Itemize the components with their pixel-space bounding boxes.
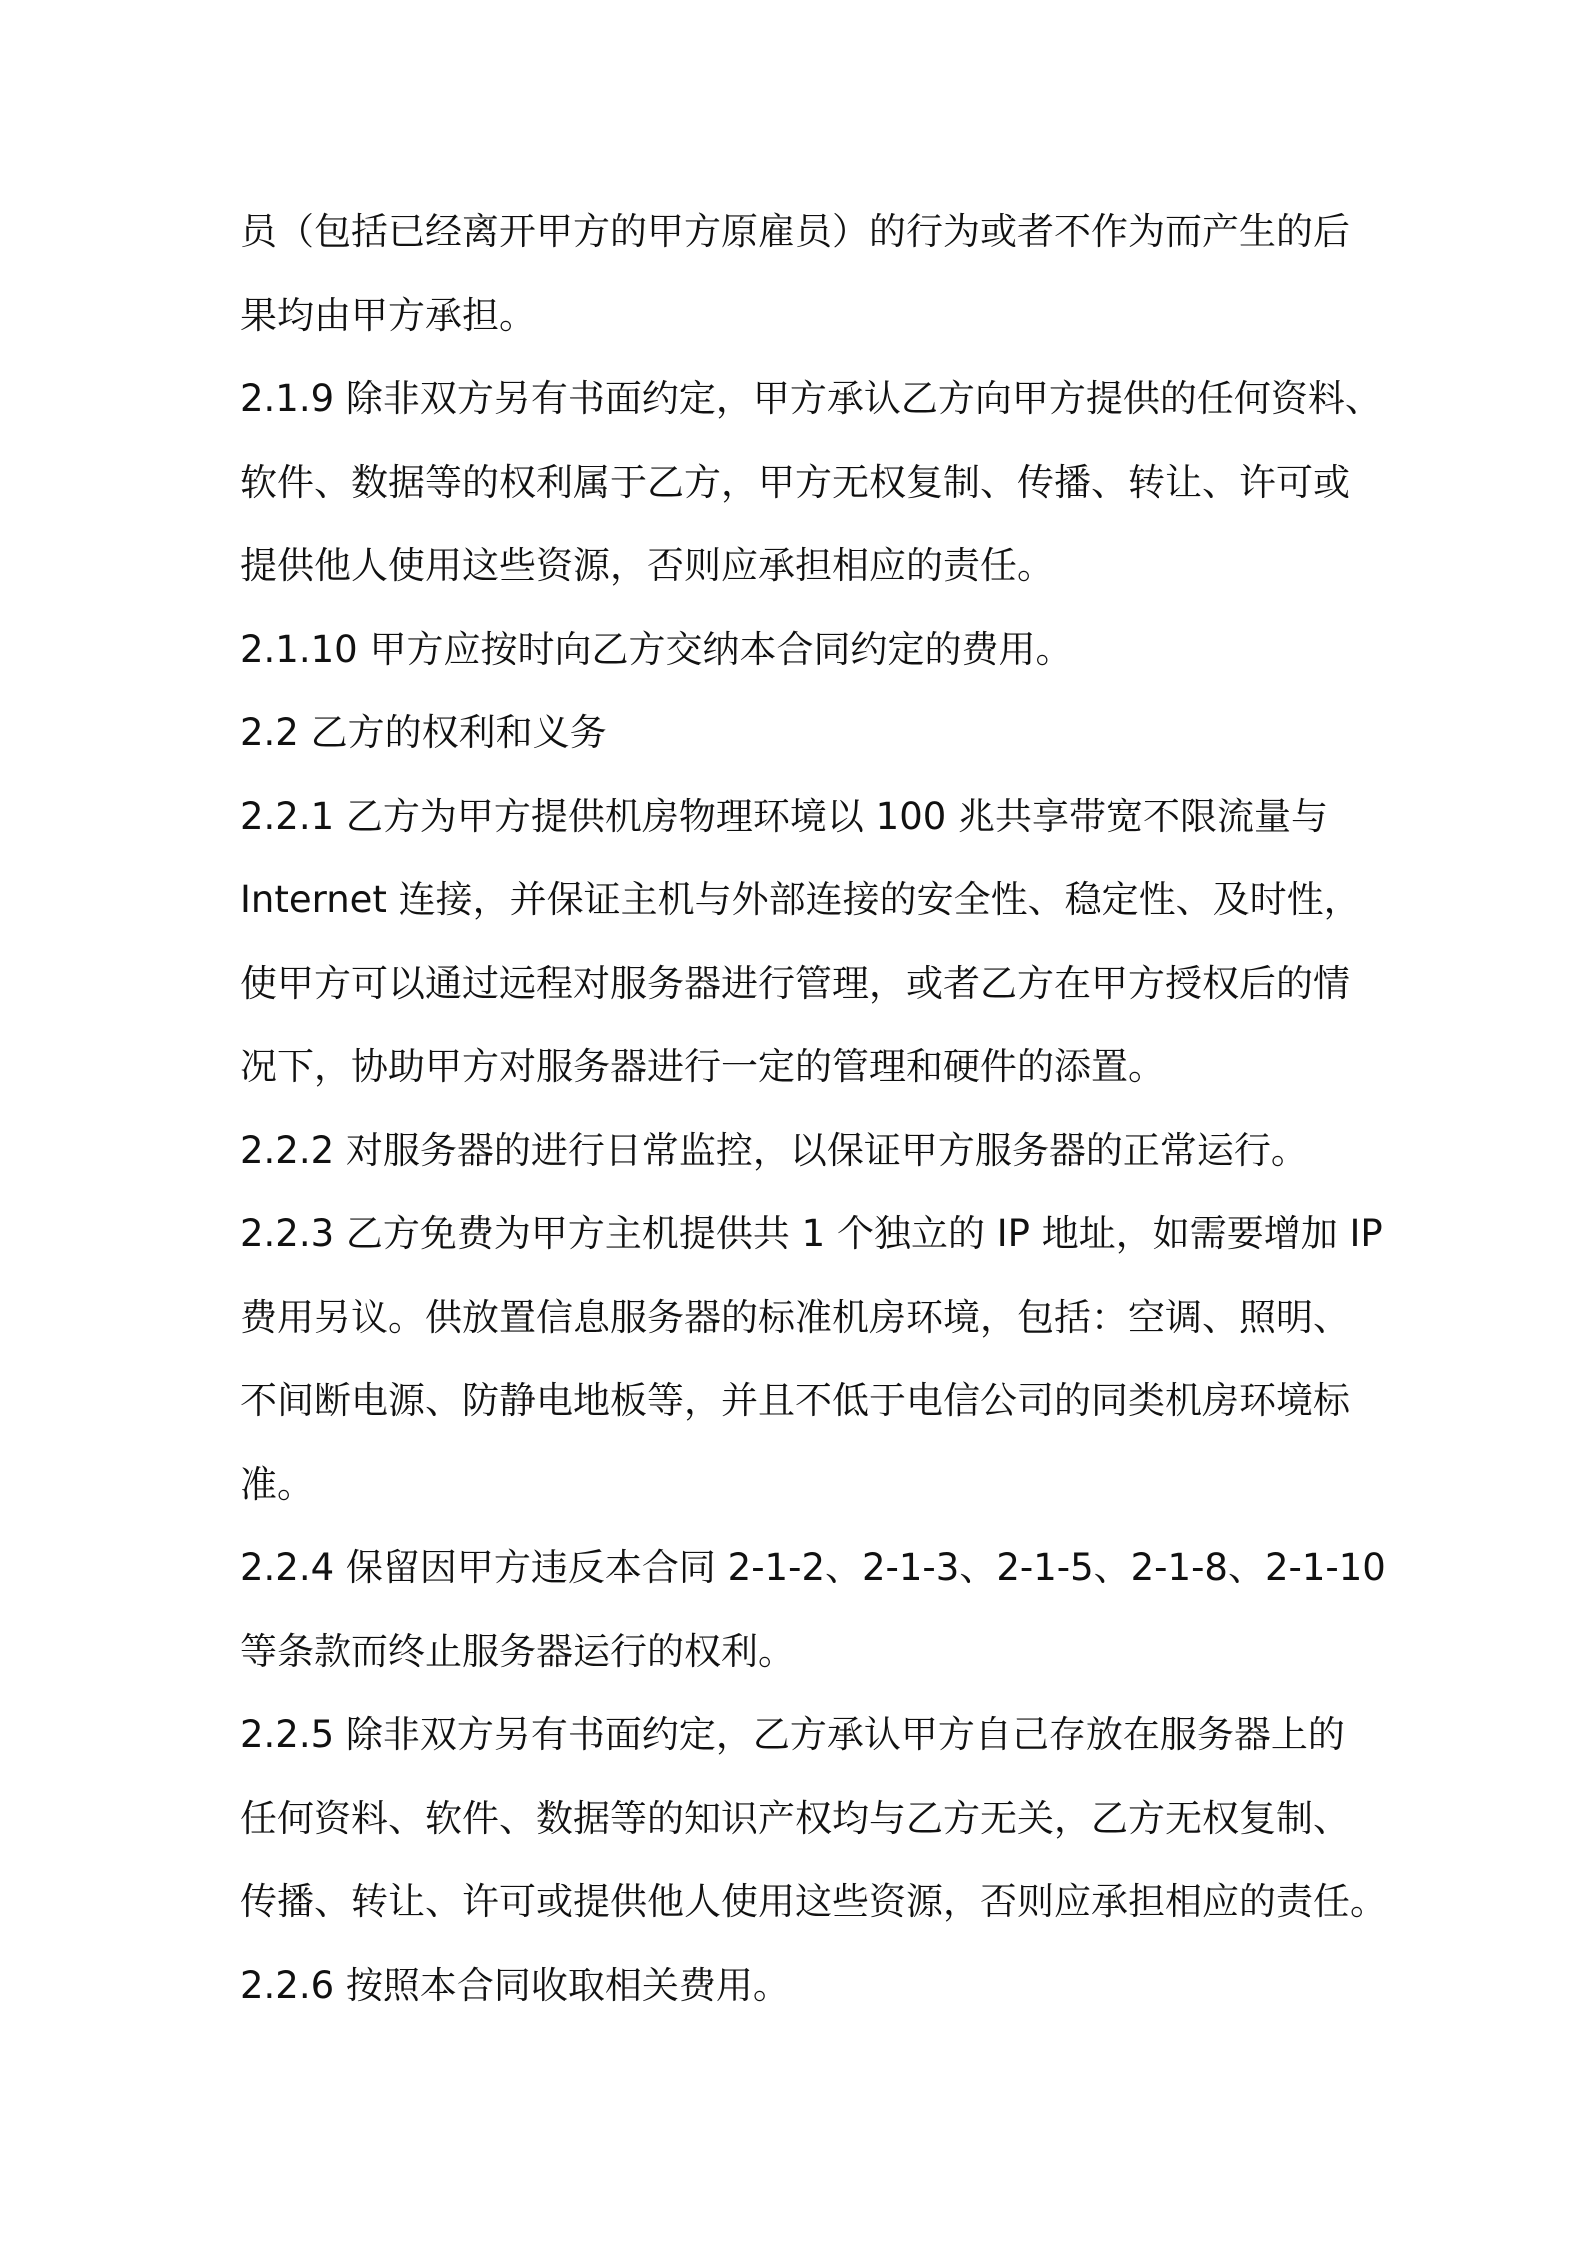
clause-2-2-1: 2.2.1 乙方为甲方提供机房物理环境以 100 兆共享带宽不限流量与 bbox=[240, 794, 1329, 838]
text-line: 使甲方可以通过远程对服务器进行管理，或者乙方在甲方授权后的情 bbox=[240, 961, 1350, 1005]
text-line: 果均由甲方承担。 bbox=[240, 293, 536, 337]
text-line: 提供他人使用这些资源，否则应承担相应的责任。 bbox=[240, 544, 1054, 587]
text-line: Internet 连接，并保证主机与外部连接的安全性、稳定性、及时性， bbox=[240, 878, 1361, 921]
document-body bbox=[240, 190, 1387, 2027]
clause-2-1-9: 2.1.9 除非双方另有书面约定，甲方承认乙方向甲方提供的任何资料、 bbox=[240, 377, 1382, 420]
text-line: 况下，协助甲方对服务器进行一定的管理和硬件的添置。 bbox=[240, 1045, 1165, 1088]
text-line: 员（包括已经离开甲方的甲方原雇员）的行为或者不作为而产生的后 bbox=[240, 210, 1350, 253]
clause-2-2-5: 2.2.5 除非双方另有书面约定，乙方承认甲方自己存放在服务器上的 bbox=[240, 1713, 1345, 1756]
clause-2-2-3: 2.2.3 乙方免费为甲方主机提供共 1 个独立的 IP 地址，如需要增加 IP bbox=[240, 1212, 1383, 1255]
clause-2-1-10: 2.1.10 甲方应按时向乙方交纳本合同约定的费用。 bbox=[240, 627, 1073, 671]
text-line: 不间断电源、防静电地板等，并且不低于电信公司的同类机房环境标 bbox=[240, 1379, 1350, 1422]
text-line: 软件、数据等的权利属于乙方，甲方无权复制、传播、转让、许可或 bbox=[240, 460, 1350, 504]
section-heading-2-2: 2.2 乙方的权利和义务 bbox=[240, 711, 607, 754]
clause-2-2-4: 2.2.4 保留因甲方违反本合同 2-1-2、2-1-3、2-1-5、2-1-8、2-1-10 bbox=[240, 1546, 1386, 1589]
clause-2-2-2: 2.2.2 对服务器的进行日常监控，以保证甲方服务器的正常运行。 bbox=[240, 1128, 1308, 1172]
text-line: 传播、转让、许可或提供他人使用这些资源，否则应承担相应的责任。 bbox=[240, 1880, 1387, 1923]
text-line: 任何资料、软件、数据等的知识产权均与乙方无关，乙方无权复制、 bbox=[240, 1796, 1350, 1840]
text-line: 等条款而终止服务器运行的权利。 bbox=[240, 1629, 795, 1673]
text-line: 费用另议。供放置信息服务器的标准机房环境，包括：空调、照明、 bbox=[240, 1295, 1350, 1339]
text-line: 准。 bbox=[240, 1462, 314, 1506]
clause-2-2-6: 2.2.6 按照本合同收取相关费用。 bbox=[240, 1963, 790, 2007]
